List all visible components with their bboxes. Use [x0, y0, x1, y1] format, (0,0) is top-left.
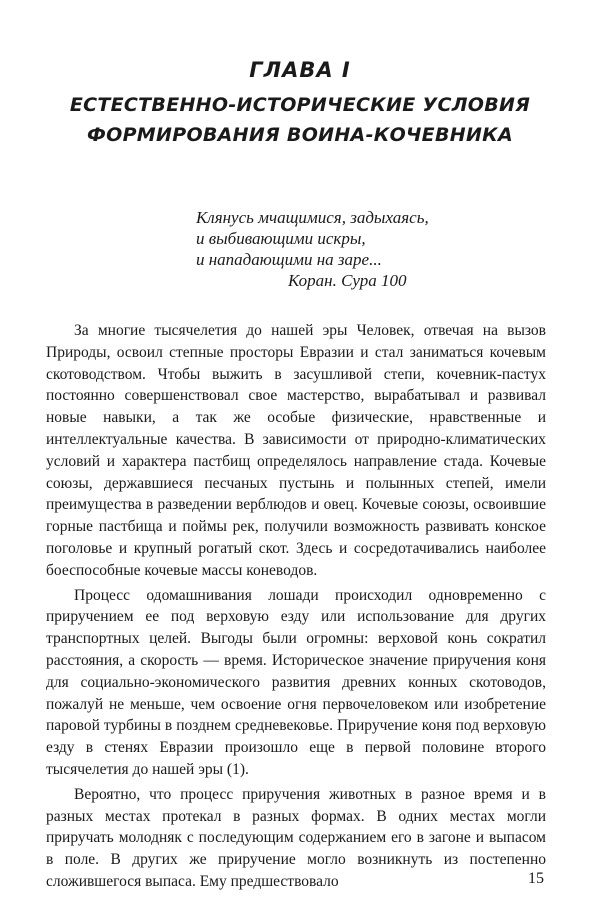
body-text: [46, 320, 546, 896]
paragraph: За многие тысячелетия до нашей эры Человек, отвечая на вызов Природы, освоил степные просторы Евразии и стал заниматься кочевым скотоводством. Чтобы выжить в засушливой степи, кочевник-пастух постоянно совершенствовал свое мастерство, вырабатывал и развивал новые навыки, а так же особые физические, нравственные и интеллектуальные качества. В зависимости от природно-климатических условий и характера пастбищ определялось направление стада. Кочевые союзы, державшиеся песчаных пустынь и полынных степей, имели преимущества в разведении верблюдов и овец. Кочевые союзы, освоившие горные пастбища и поймы рек, получили возможность развивать конское поголовье и крупный рогатый скот. Здесь и сосредотачивались наиболее боеспособные кочевые массы коневодов.: [46, 322, 546, 579]
paragraph: Вероятно, что процесс приручения животных в разное время и в разных местах протекал в разных формах. В одних местах могли приручать молодняк с последующим содержанием его в загоне и выпасом в поле. В других же приручение могло возникнуть из постепенно сложившегося выпаса. Ему предшествовало: [46, 785, 546, 890]
epigraph-line: Клянусь мчащимися, задыхаясь,: [196, 208, 429, 227]
paragraph: Процесс одомашнивания лошади происходил одновременно с приручением ее под верховую езду или использование для других транспортных целей. Выгоды были огромны: верховой конь сократил расстояния, а скорость — время. Историческое значение приручения коня для социально-экономического развития древних конных скотоводов, пожалуй не меньше, чем освоение огня первочеловеком или изобретение паровой турбины в позднем средневековье. Приручение коня под верховую езду в стенях Евразии произошло еще в первой половине второго тысячелетия до нашей эры (1).: [46, 586, 546, 778]
chapter-title-line: ФОРМИРОВАНИЯ ВОИНА-КОЧЕВНИКА: [86, 124, 513, 146]
epigraph-source: Коран. Сура 100: [288, 271, 407, 290]
epigraph: [196, 207, 456, 291]
chapter-label: ГЛАВА I: [249, 58, 351, 82]
chapter-title-line: ЕСТЕСТВЕННО-ИСТОРИЧЕСКИЕ УСЛОВИЯ: [69, 94, 531, 116]
page-number: 15: [528, 870, 544, 887]
chapter-title: [40, 90, 560, 150]
epigraph-line: и выбивающими искры,: [196, 229, 366, 248]
epigraph-line: и нападающими на заре...: [196, 250, 382, 269]
